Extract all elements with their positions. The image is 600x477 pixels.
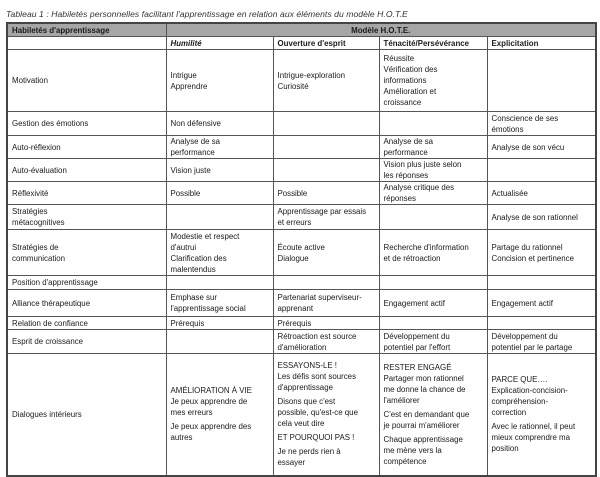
table-row xyxy=(7,159,596,182)
cell-ouverture xyxy=(273,290,379,317)
cell-text-line: Possible xyxy=(170,188,201,198)
cell-text-line: performance xyxy=(170,148,215,157)
cell-humilite xyxy=(166,50,273,112)
table-row xyxy=(7,317,596,330)
cell-text-line: RESTER ENGAGÉ xyxy=(383,362,452,372)
cell-text-line: Analyse de son rationnel xyxy=(491,212,578,222)
skill-label: Motivation xyxy=(12,76,48,85)
cell-explicitation xyxy=(487,112,596,136)
skill-label-line: communication xyxy=(12,253,66,263)
header-ouverture: Ouverture d'esprit xyxy=(273,37,379,50)
cell-paragraph xyxy=(278,360,375,393)
cell-text-line: cela veut dire xyxy=(277,419,325,429)
cell-explicitation xyxy=(487,230,596,276)
table-row xyxy=(7,205,596,230)
table-row xyxy=(7,230,596,276)
cell-text-line: mieux comprendre ma xyxy=(491,433,570,443)
header-row-main xyxy=(7,23,596,37)
cell-text-line: Concision et pertinence xyxy=(491,253,574,263)
cell-text-line: malentendus xyxy=(170,264,216,274)
table-row xyxy=(7,182,596,205)
cell-text-line: compétence xyxy=(383,456,427,466)
cell-paragraph xyxy=(278,446,375,468)
table-caption: Tableau 1 : Habiletés personnelles facilitant l'apprentissage en relation aux éléments du modèle H.O.T.E xyxy=(6,9,408,19)
cell-humilite xyxy=(166,112,273,136)
cell-explicitation xyxy=(487,317,596,330)
cell-tenacite xyxy=(379,112,487,136)
cell-text-line: Disons que c'est xyxy=(277,397,336,407)
cell-text-line: Dialogue xyxy=(277,253,309,263)
cell-text-line: Possible xyxy=(277,188,308,198)
cell-paragraph xyxy=(384,409,483,431)
cell-ouverture xyxy=(273,159,379,182)
cell-text-line: Recherche d'information xyxy=(383,242,469,252)
cell-text-line: autres xyxy=(170,433,193,443)
cell-tenacite xyxy=(379,182,487,205)
cell-text-line: Modestie et respect xyxy=(170,231,240,241)
cell-paragraph xyxy=(171,385,269,418)
cell-text-line: Actualisée xyxy=(491,188,528,198)
cell-tenacite xyxy=(379,290,487,317)
skill-label: Dialogues intérieurs xyxy=(12,409,82,419)
header-tenacite: Ténacité/Persévérance xyxy=(379,37,487,50)
cell-text-line: Avec le rationnel, il peut xyxy=(491,422,576,432)
cell-text-line: les réponses xyxy=(383,171,429,180)
cell-text-line: je pourrai m'améliorer xyxy=(383,420,460,430)
cell-text-line: Développement du xyxy=(383,331,450,341)
cell-paragraph xyxy=(278,396,375,429)
skill-label: Alliance thérapeutique xyxy=(12,298,91,308)
skill-label-line: Stratégies xyxy=(12,207,48,216)
cell-text-line: Analyse de sa xyxy=(383,137,434,146)
cell-paragraph xyxy=(492,421,592,454)
cell-humilite xyxy=(166,159,273,182)
cell-text-line: l'apprentissage social xyxy=(170,304,246,313)
cell-text-line: et erreurs xyxy=(277,218,312,227)
cell-explicitation xyxy=(487,182,596,205)
cell-text-line: Vérification des xyxy=(383,65,438,74)
cell-paragraph xyxy=(384,362,483,406)
cell-text-line: apprenant xyxy=(277,304,314,313)
skill-cell xyxy=(7,290,166,317)
cell-text-line: Rétroaction est source xyxy=(277,331,357,341)
cell-text-line: Vision juste xyxy=(170,165,211,175)
cell-text-line: Conscience de ses xyxy=(491,113,559,123)
skill-label: Réflexivité xyxy=(12,188,49,198)
cell-tenacite xyxy=(379,317,487,330)
cell-text-line: Partager mon rationnel xyxy=(383,373,464,383)
cell-humilite xyxy=(166,276,273,290)
cell-ouverture xyxy=(273,230,379,276)
cell-explicitation xyxy=(487,290,596,317)
cell-text-line: Curiosité xyxy=(277,81,309,91)
cell-text-line: Prérequis xyxy=(277,318,312,328)
skill-cell xyxy=(7,159,166,182)
cell-text-line: Réussite xyxy=(383,54,415,63)
cell-text-line: me mène vers la xyxy=(383,445,442,455)
skill-cell xyxy=(7,230,166,276)
skill-label: Gestion des émotions xyxy=(12,119,89,128)
cell-humilite xyxy=(166,330,273,354)
skill-cell xyxy=(7,112,166,136)
header-explicitation: Explicitation xyxy=(487,37,596,50)
cell-text-line: Analyse critique des xyxy=(383,183,455,192)
cell-text-line: Amélioration et xyxy=(383,87,437,96)
cell-tenacite xyxy=(379,159,487,182)
cell-ouverture xyxy=(273,276,379,290)
skill-cell xyxy=(7,136,166,159)
cell-text-line: Apprendre xyxy=(170,81,208,91)
cell-text-line: Intrigue-exploration xyxy=(277,70,346,80)
header-humilite: Humilité xyxy=(166,37,273,50)
header-row-sub xyxy=(7,37,596,50)
cell-text-line: Emphase sur xyxy=(170,293,217,302)
cell-text-line: correction xyxy=(491,408,527,418)
cell-humilite xyxy=(166,290,273,317)
table-row xyxy=(7,50,596,112)
cell-text-line: Clarification des xyxy=(170,253,227,263)
cell-text-line: potentiel par l'effort xyxy=(383,342,451,352)
cell-text-line: Engagement actif xyxy=(491,298,553,308)
cell-ouverture xyxy=(273,317,379,330)
skill-cell xyxy=(7,276,166,290)
cell-ouverture xyxy=(273,354,379,476)
cell-ouverture xyxy=(273,205,379,230)
cell-ouverture xyxy=(273,136,379,159)
cell-text-line: Chaque apprentissage xyxy=(383,434,463,444)
skill-label: Auto-réflexion xyxy=(12,142,61,152)
cell-paragraph xyxy=(278,432,375,443)
cell-text-line: Engagement actif xyxy=(383,298,445,308)
table-row xyxy=(7,276,596,290)
cell-humilite xyxy=(166,317,273,330)
cell-ouverture xyxy=(273,330,379,354)
skill-cell xyxy=(7,205,166,230)
cell-explicitation xyxy=(487,205,596,230)
cell-text-line: C'est en demandant que xyxy=(383,409,470,419)
cell-text-line: réponses xyxy=(383,194,416,203)
cell-text-line: Apprentissage par essais xyxy=(277,207,367,216)
cell-text-line: essayer xyxy=(277,458,306,468)
cell-tenacite xyxy=(379,330,487,354)
skill-cell xyxy=(7,354,166,476)
cell-text-line: ET POURQUOI PAS ! xyxy=(277,433,355,443)
cell-explicitation xyxy=(487,276,596,290)
cell-text-line: position xyxy=(491,444,519,454)
cell-text-line: d'apprentissage xyxy=(277,383,333,393)
cell-humilite xyxy=(166,205,273,230)
cell-text-line: et de rétroaction xyxy=(383,253,441,263)
hote-skills-table xyxy=(6,22,597,477)
cell-text-line: Les défis sont sources xyxy=(277,372,357,382)
skill-label: Auto-évaluation xyxy=(12,165,67,175)
header-hote-model: Modèle H.O.T.E. xyxy=(166,23,596,37)
cell-text-line: Intrigue xyxy=(170,70,197,80)
skill-label: Esprit de croissance xyxy=(12,337,84,346)
cell-tenacite xyxy=(379,205,487,230)
skill-label: Position d'apprentissage xyxy=(12,278,98,287)
cell-explicitation xyxy=(487,136,596,159)
cell-paragraph xyxy=(384,434,483,467)
cell-text-line: Partenariat superviseur- xyxy=(277,293,362,302)
table-row xyxy=(7,290,596,317)
cell-text-line: ESSAYONS-LE ! xyxy=(277,361,337,371)
cell-text-line: mes erreurs xyxy=(170,408,213,418)
cell-tenacite xyxy=(379,50,487,112)
cell-tenacite xyxy=(379,230,487,276)
cell-text-line: compréhension- xyxy=(491,397,549,407)
table-row xyxy=(7,330,596,354)
cell-explicitation xyxy=(487,330,596,354)
skill-cell xyxy=(7,50,166,112)
skill-cell xyxy=(7,317,166,330)
cell-humilite xyxy=(166,354,273,476)
cell-text-line: performance xyxy=(383,148,428,157)
cell-text-line: émotions xyxy=(491,124,524,134)
cell-ouverture xyxy=(273,182,379,205)
skill-cell xyxy=(7,330,166,354)
header-sub-empty xyxy=(7,37,166,50)
cell-text-line: d'amélioration xyxy=(277,342,327,352)
skill-label-line: Stratégies de xyxy=(12,242,59,252)
table-row xyxy=(7,136,596,159)
cell-explicitation xyxy=(487,159,596,182)
skill-label-line: métacognitives xyxy=(12,218,65,227)
cell-ouverture xyxy=(273,50,379,112)
cell-ouverture xyxy=(273,112,379,136)
cell-text-line: d'autrui xyxy=(170,242,197,252)
cell-paragraph xyxy=(171,421,269,443)
cell-text-line: Je peux apprendre de xyxy=(170,397,248,407)
cell-humilite xyxy=(166,230,273,276)
header-skills: Habiletés d'apprentissage xyxy=(7,23,166,37)
cell-text-line: Développement du xyxy=(491,331,558,341)
cell-text-line: Prérequis xyxy=(170,318,205,328)
cell-tenacite xyxy=(379,276,487,290)
cell-text-line: Analyse de sa xyxy=(170,137,221,146)
cell-humilite xyxy=(166,136,273,159)
cell-text-line: Non défensive xyxy=(170,119,221,128)
cell-text-line: Partage du rationnel xyxy=(491,242,563,252)
cell-text-line: informations xyxy=(383,76,427,85)
cell-text-line: me donne la chance de xyxy=(383,384,466,394)
cell-humilite xyxy=(166,182,273,205)
cell-text-line: croissance xyxy=(383,98,422,107)
cell-paragraph xyxy=(492,374,592,418)
cell-text-line: Je peux apprendre des xyxy=(170,422,252,432)
cell-explicitation xyxy=(487,50,596,112)
skill-label: Relation de confiance xyxy=(12,318,88,328)
table-row xyxy=(7,112,596,136)
cell-text-line: Analyse de son vécu xyxy=(491,142,565,152)
cell-text-line: Écoute active xyxy=(277,242,325,252)
cell-tenacite xyxy=(379,136,487,159)
cell-text-line: Explication-concision- xyxy=(491,386,568,396)
cell-text-line: Vision plus juste selon xyxy=(383,160,462,169)
cell-text-line: PARCE QUE…. xyxy=(491,375,548,385)
cell-text-line: Je ne perds rien à xyxy=(277,447,341,457)
skill-cell xyxy=(7,182,166,205)
cell-text-line: AMÉLIORATION À VIE xyxy=(170,386,252,396)
cell-text-line: l'améliorer xyxy=(383,395,420,405)
cell-tenacite xyxy=(379,354,487,476)
cell-text-line: potentiel par le partage xyxy=(491,342,573,352)
table-row xyxy=(7,354,596,476)
cell-explicitation xyxy=(487,354,596,476)
cell-text-line: possible, qu'est-ce que xyxy=(277,408,358,418)
